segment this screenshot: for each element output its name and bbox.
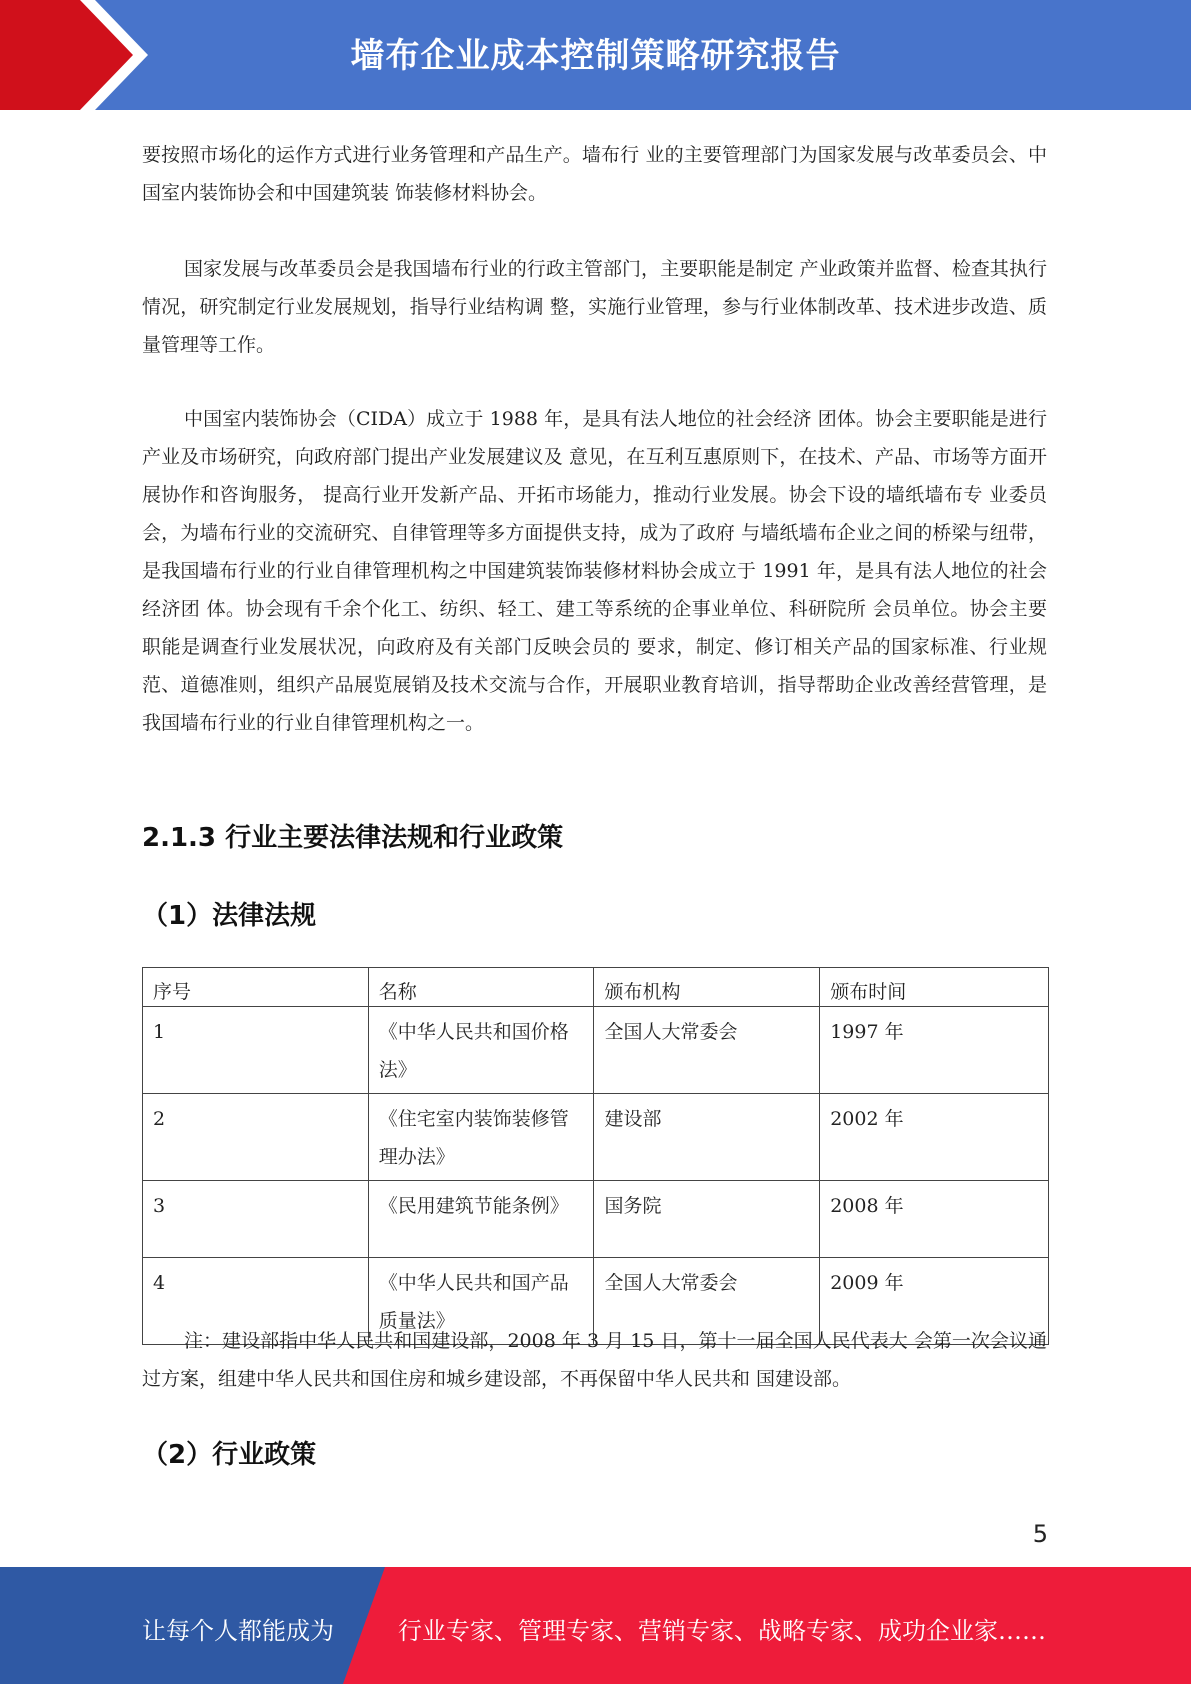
cell-issuer: 全国人大常委会 <box>594 1258 820 1345</box>
laws-table <box>142 967 1049 1345</box>
paragraph-management-intro: 要按照市场化的运作方式进行业务管理和产品生产。墙布行 业的主要管理部门为国家发展与改革委员会、中国室内装饰协会和中国建筑装 饰装修材料协会。 <box>142 144 1047 204</box>
cell-date: 2002 年 <box>820 1094 1049 1181</box>
cell-index: 4 <box>143 1258 369 1345</box>
subheading-policies: （2）行业政策 <box>142 1440 317 1470</box>
cell-name: 《中华人民共和国产品质量法》 <box>368 1258 594 1345</box>
cell-index: 1 <box>143 1007 369 1094</box>
table-note: 注：建设部指中华人民共和国建设部，2008 年 3 月 15 日，第十一届全国人民代表大 会第一次会议通过方案，组建中华人民共和国住房和城乡建设部，不再保留中华人民共和 国建设部。 <box>142 1330 1047 1390</box>
cell-index: 2 <box>143 1094 369 1181</box>
page-number: 5 <box>1032 1520 1048 1548</box>
cell-index: 3 <box>143 1181 369 1258</box>
subheading-laws: （1）法律法规 <box>142 901 317 931</box>
table-row <box>143 1007 1049 1094</box>
footer-slogan-right: 行业专家、管理专家、营销专家、战略专家、成功企业家…… <box>398 1617 1046 1645</box>
paragraph-ndrc: 国家发展与改革委员会是我国墙布行业的行政主管部门，主要职能是制定 产业政策并监督、检查其执行情况，研究制定行业发展规划，指导行业结构调 整，实施行业管理，参与行业体制改革、技术进步改造、质量管理等工作。 <box>142 258 1047 356</box>
cell-name: 《中华人民共和国价格法》 <box>368 1007 594 1094</box>
paragraph-cida: 中国室内装饰协会（CIDA）成立于 1988 年，是具有法人地位的社会经济 团体。协会主要职能是进行产业及市场研究，向政府部门提出产业发展建议及 意见，在互利互惠原则下，在技术、产品、市场等方面开展协作和咨询服务， 提高行业开发新产品、开拓市场能力，推动行业发展。协会下设的墙纸墙布专 业委员会，为墙布行业的交流研究、自律管理等多方面提供支持，成为了政府 与墙纸墙布企业之间的桥梁与纽带，是我国墙布行业的行业自律管理机构之中国建筑装饰装修材料协会成立于 1991 年，是具有法人地位的社会经济团 体。协会现有千余个化工、纺织、轻工、建工等系统的企事业单位、科研院所 会员单位。协会主要职能是调查行业发展状况，向政府及有关部门反映会员的 要求，制定、修订相关产品的国家标准、行业规范、道德准则，组织产品展览展销及技术交流与合作，开展职业教育培训，指导帮助企业改善经营管理，是 我国墙布行业的行业自律管理机构之一。 <box>142 408 1047 734</box>
cell-name: 《住宅室内装饰装修管理办法》 <box>368 1094 594 1181</box>
table-row <box>143 1181 1049 1258</box>
section-heading: 2.1.3 行业主要法律法规和行业政策 <box>142 823 564 853</box>
cell-issuer: 建设部 <box>594 1094 820 1181</box>
footer-slogan-left: 让每个人都能成为 <box>142 1617 334 1645</box>
header-issuer: 颁布机构 <box>594 968 820 1007</box>
cell-date: 2008 年 <box>820 1181 1049 1258</box>
table-header-row <box>143 968 1049 1007</box>
document-title: 墙布企业成本控制策略研究报告 <box>350 36 841 76</box>
cell-issuer: 国务院 <box>594 1181 820 1258</box>
table-row <box>143 1094 1049 1181</box>
header-index: 序号 <box>143 968 369 1007</box>
page-footer <box>0 1567 1191 1684</box>
cell-date: 1997 年 <box>820 1007 1049 1094</box>
page-header <box>0 0 1191 110</box>
cell-name: 《民用建筑节能条例》 <box>368 1181 594 1258</box>
header-name: 名称 <box>368 968 594 1007</box>
header-date: 颁布时间 <box>820 968 1049 1007</box>
cell-date: 2009 年 <box>820 1258 1049 1345</box>
cell-issuer: 全国人大常委会 <box>594 1007 820 1094</box>
